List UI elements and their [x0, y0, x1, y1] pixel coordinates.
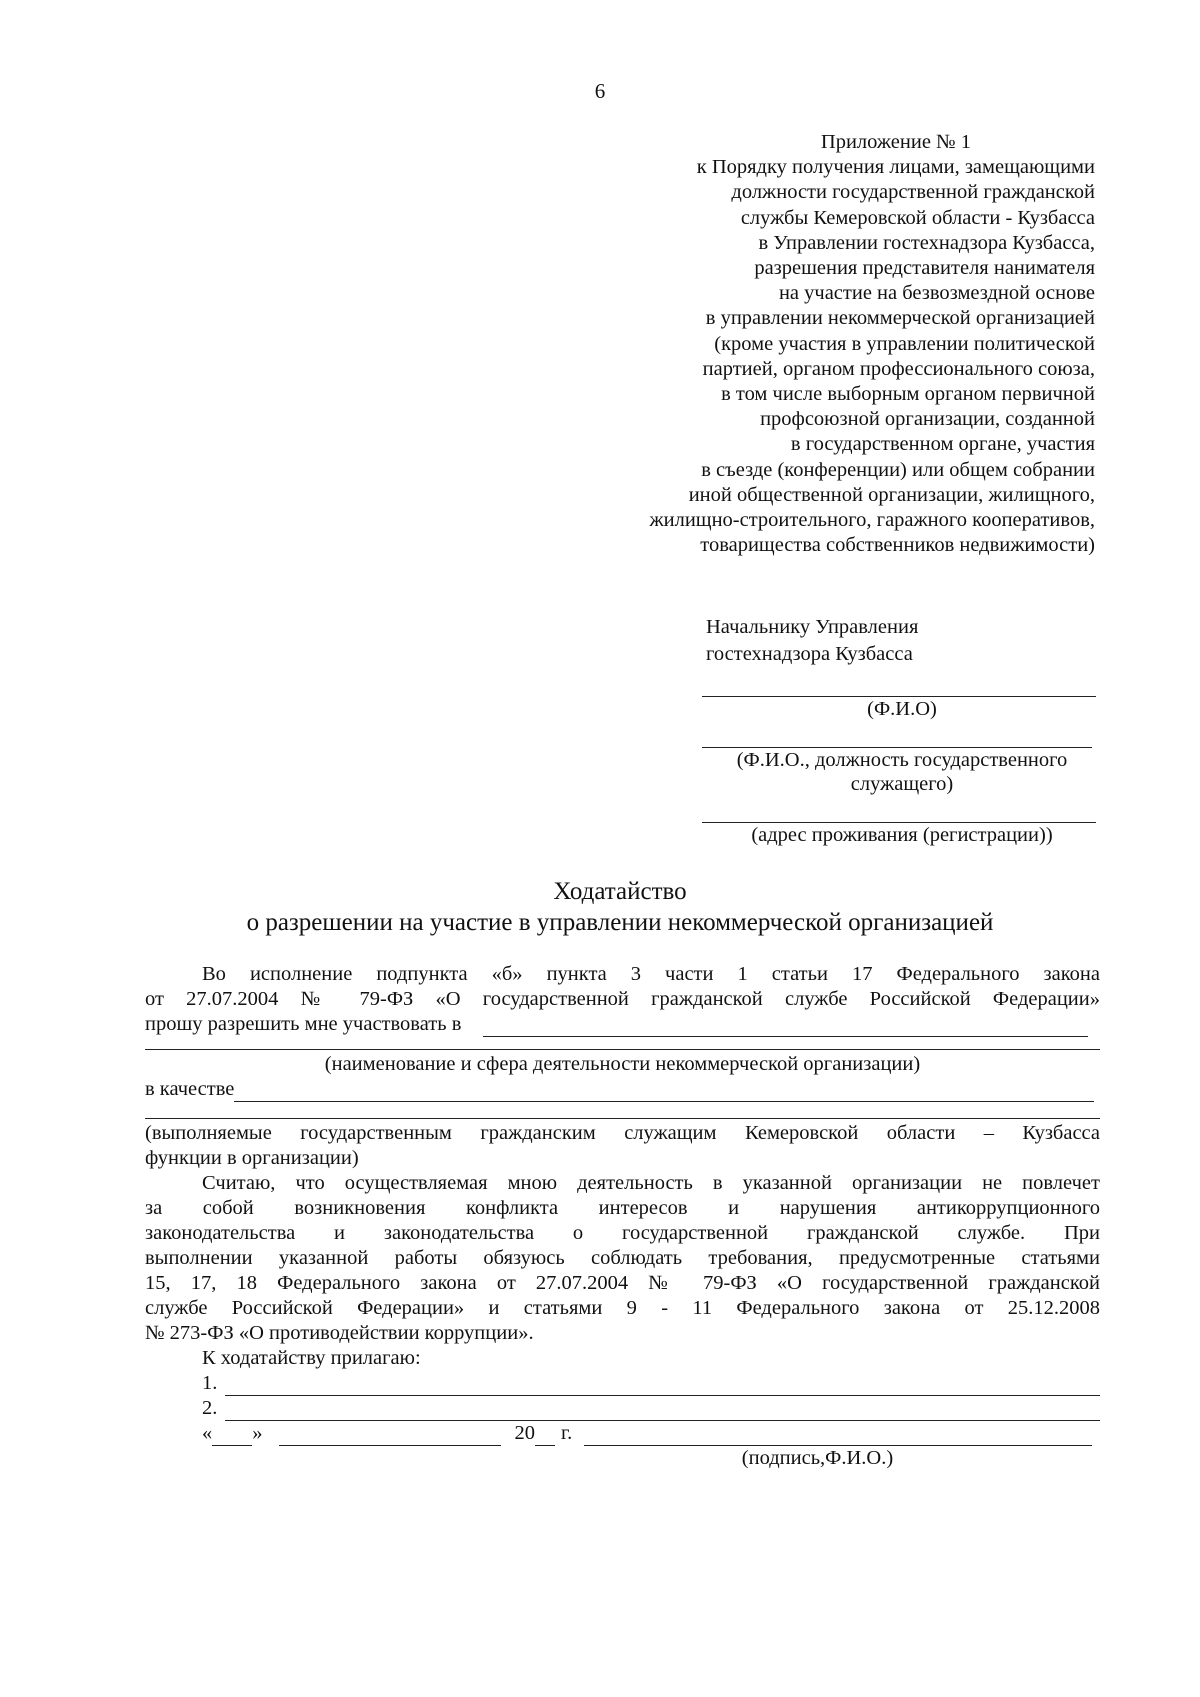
addressee-line-1: Начальнику Управления: [706, 616, 919, 638]
appendix-line: партией, органом профессионального союза,: [702, 357, 1095, 380]
appendix-line: на участие на безвозмездной основе: [778, 282, 1095, 305]
attachment-number-1: 1.: [202, 1372, 218, 1394]
org-fill-line-2[interactable]: [145, 1037, 1100, 1050]
appendix-line: иной общественной организации, жилищного,: [688, 483, 1095, 506]
employee-fill-line[interactable]: [702, 727, 1092, 748]
attachment-number-2: 2.: [202, 1397, 218, 1419]
participate-label: прошу разрешить мне участвовать в: [145, 1013, 462, 1035]
year-suffix: г.: [561, 1422, 573, 1444]
p1-line-2: от 27.07.2004 № 79-ФЗ «О государственной гражданской службе Российской Федерации»: [145, 988, 1100, 1010]
day-fill-line[interactable]: [212, 1426, 252, 1446]
appendix-line: в государственном органе, участия: [790, 433, 1095, 456]
page-number: 6: [594, 79, 606, 103]
employee-caption-2: служащего): [850, 773, 954, 795]
functions-caption-2: функции в организации): [145, 1147, 359, 1169]
date-signature-row: [145, 1421, 1100, 1446]
date-quote-close: »: [252, 1422, 263, 1444]
address-fill-line[interactable]: [702, 802, 1096, 823]
appendix-line: в съезде (конференции) или общем собрании: [701, 458, 1095, 481]
appendix-title: Приложение № 1: [820, 131, 971, 153]
attachment-fill-line-2[interactable]: [225, 1401, 1100, 1421]
role-label: в качестве: [145, 1078, 235, 1100]
year-fill-line[interactable]: [535, 1426, 555, 1446]
appendix-line: в управлении некоммерческой организацией: [705, 307, 1095, 330]
role-fill-line-2[interactable]: [145, 1102, 1100, 1119]
appendix-lines: [555, 155, 1095, 558]
statement-line: за собой возникновения конфликта интересов и нарушения антикоррупционного: [145, 1197, 1100, 1219]
attachment-row-1: [145, 1371, 1100, 1396]
p1-line-1: Во исполнение подпункта «б» пункта 3 части 1 статьи 17 Федерального закона: [202, 963, 1100, 985]
attachment-fill-line-1[interactable]: [225, 1376, 1100, 1396]
fio-caption: (Ф.И.О): [867, 698, 937, 720]
month-fill-line[interactable]: [279, 1426, 501, 1446]
appendix-line: в Управлении гостехнадзора Кузбасса,: [758, 231, 1095, 254]
appendix-line: службы Кемеровской области - Кузбасса: [740, 206, 1095, 229]
statement-last-line: № 273-ФЗ «О противодействии коррупции».: [145, 1322, 534, 1344]
title-line-1: Ходатайство: [553, 878, 687, 905]
document-title: [0, 876, 1200, 938]
participate-row: [145, 1012, 1100, 1037]
appendix-header: [555, 130, 1095, 558]
signature-caption: (подпись,Ф.И.О.): [741, 1447, 894, 1469]
date-quote-open: «: [202, 1422, 213, 1444]
functions-caption-1: (выполняемые государственным гражданским служащим Кемеровской области – Кузбасса: [145, 1122, 1100, 1144]
addressee-line-2: гостехнадзора Кузбасса: [706, 643, 913, 665]
statement-line: 15, 17, 18 Федерального закона от 27.07.2004 № 79-ФЗ «О государственной гражданской: [145, 1272, 1100, 1294]
role-fill-line[interactable]: [234, 1082, 1094, 1102]
statement-line: службе Российской Федерации» и статьями 9 - 11 Федерального закона от 25.12.2008: [145, 1297, 1100, 1319]
signature-fill-line[interactable]: [584, 1426, 1092, 1446]
address-caption: (адрес проживания (регистрации)): [751, 824, 1053, 846]
appendix-line: разрешения представителя нанимателя: [754, 257, 1095, 280]
appendix-line: профсоюзной организации, созданной: [760, 408, 1095, 431]
appendix-line: товарищества собственников недвижимости): [700, 534, 1095, 557]
employee-caption-1: (Ф.И.О., должность государственного: [736, 749, 1068, 771]
addressee-block: [706, 614, 1098, 847]
statement-line: Считаю, что осуществляемая мною деятельность в указанной организации не повлечет: [202, 1172, 1100, 1194]
petition-body: [145, 962, 1100, 1471]
title-line-2: о разрешении на участие в управлении некоммерческой организацией: [246, 909, 994, 936]
statement-paragraph: [145, 1171, 1100, 1321]
org-fill-line[interactable]: [483, 1017, 1088, 1037]
appendix-line: должности государственной гражданской: [731, 181, 1095, 204]
role-row: [145, 1077, 1100, 1102]
appendix-line: в том числе выборным органом первичной: [721, 383, 1095, 406]
statement-line: выполнении указанной работы обязуюсь соблюдать требования, предусмотренные статьями: [145, 1247, 1100, 1269]
org-caption: (наименование и сфера деятельности некоммерческой организации): [324, 1053, 921, 1075]
appendix-line: к Порядку получения лицами, замещающими: [696, 156, 1095, 179]
statement-line: законодательства и законодательства о государственной гражданской службе. При: [145, 1222, 1100, 1244]
attachment-row-2: [145, 1396, 1100, 1421]
appendix-line: жилищно-строительного, гаражного кооперативов,: [649, 509, 1095, 532]
year-prefix: 20: [514, 1422, 535, 1444]
attachments-label: К ходатайству прилагаю:: [202, 1347, 421, 1369]
appendix-line: (кроме участия в управлении политической: [714, 332, 1095, 355]
fio-fill-line[interactable]: [702, 676, 1096, 697]
